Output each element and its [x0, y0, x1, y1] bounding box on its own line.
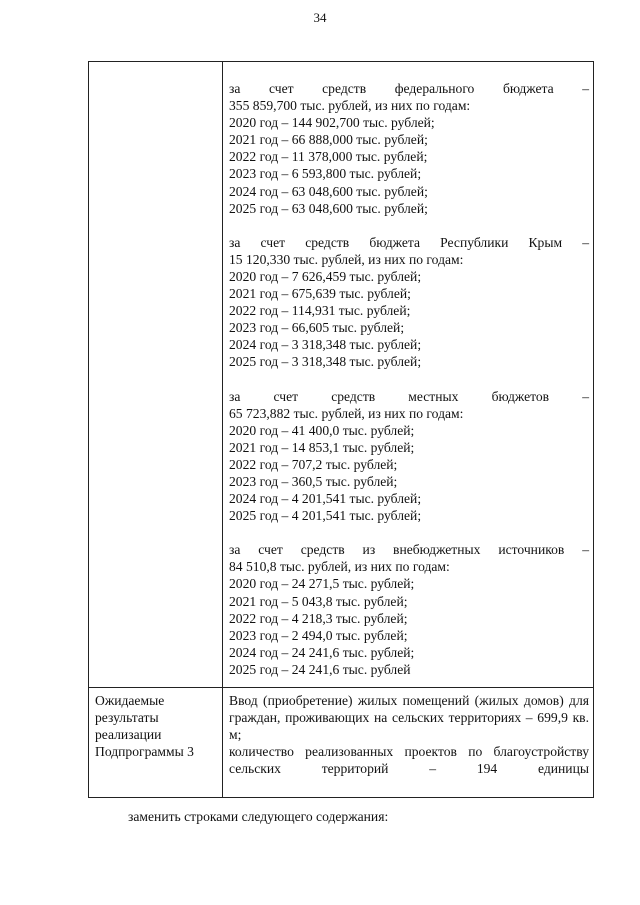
crimea-year-2022: 2022 год – 114,931 тыс. рублей; — [229, 303, 411, 319]
crimea-year-2023: 2023 год – 66,605 тыс. рублей; — [229, 320, 405, 336]
federal-year-2025: 2025 год – 63 048,600 тыс. рублей; — [229, 200, 428, 216]
extrabudgetary-year-2025: 2025 год – 24 241,6 тыс. рублей — [229, 661, 411, 677]
housing-result-text: Ввод (приобретение) жилых помещений (жилых домов) для граждан, проживающих на сельских территориях – 699,9 кв. м; — [229, 693, 589, 743]
crimea-year-2021: 2021 год – 675,639 тыс. рублей; — [229, 286, 411, 302]
replace-instruction: заменить строками следующего содержания: — [128, 809, 389, 824]
funding-label-cell — [89, 62, 223, 688]
extrabudgetary-year-2022: 2022 год – 4 218,3 тыс. рублей; — [229, 610, 408, 626]
extrabudgetary-year-2020: 2020 год – 24 271,5 тыс. рублей; — [229, 576, 415, 592]
federal-year-2024: 2024 год – 63 048,600 тыс. рублей; — [229, 183, 428, 199]
federal-year-2023: 2023 год – 6 593,800 тыс. рублей; — [229, 166, 422, 182]
results-row — [89, 688, 594, 798]
federal-year-2021: 2021 год – 66 888,000 тыс. рублей; — [229, 132, 428, 148]
passport-table — [88, 61, 594, 798]
results-text-cell — [223, 688, 594, 798]
extrabudgetary-year-2024: 2024 год – 24 241,6 тыс. рублей; — [229, 644, 415, 660]
results-label-line-4: Подпрограммы 3 — [95, 744, 194, 760]
crimea-year-2025: 2025 год – 3 318,348 тыс. рублей; — [229, 354, 422, 370]
crimea-year-2020: 2020 год – 7 626,459 тыс. рублей; — [229, 268, 422, 284]
federal-total: 355 859,700 тыс. рублей, из них по годам: — [229, 98, 471, 114]
page-number: 34 — [313, 10, 327, 25]
local-year-2021: 2021 год – 14 853,1 тыс. рублей; — [229, 439, 415, 455]
crimea-year-2024: 2024 год – 3 318,348 тыс. рублей; — [229, 337, 422, 353]
results-label-cell — [89, 688, 223, 798]
extrabudgetary-year-2021: 2021 год – 5 043,8 тыс. рублей; — [229, 593, 408, 609]
local-intro: за счет средств местных бюджетов – — [229, 388, 589, 404]
crimea-total: 15 120,330 тыс. рублей, из них по годам: — [229, 251, 464, 267]
federal-budget-block — [229, 80, 589, 217]
results-label-line-3: реализации — [95, 727, 162, 743]
local-year-2025: 2025 год – 4 201,541 тыс. рублей; — [229, 508, 422, 524]
improvement-result-text: количество реализованных проектов по благоустройству сельских территорий – 194 единицы — [229, 744, 589, 777]
local-budget-block — [229, 388, 589, 525]
results-label-line-1: Ожидаемые — [95, 693, 165, 708]
funding-row — [89, 62, 594, 688]
extrabudgetary-intro: за счет средств из внебюджетных источников – — [229, 542, 589, 558]
results-label-line-2: результаты — [95, 710, 159, 726]
crimea-intro: за счет средств бюджета Республики Крым – — [229, 234, 589, 250]
local-year-2022: 2022 год – 707,2 тыс. рублей; — [229, 456, 398, 472]
local-year-2024: 2024 год – 4 201,541 тыс. рублей; — [229, 491, 422, 507]
crimea-budget-block — [229, 234, 589, 371]
federal-intro: за счет средств федерального бюджета – — [229, 81, 589, 96]
local-total: 65 723,882 тыс. рублей, из них по годам: — [229, 405, 464, 421]
funding-cell — [223, 62, 594, 688]
federal-year-2020: 2020 год – 144 902,700 тыс. рублей; — [229, 115, 435, 131]
federal-year-2022: 2022 год – 11 378,000 тыс. рублей; — [229, 149, 428, 165]
local-year-2020: 2020 год – 41 400,0 тыс. рублей; — [229, 422, 415, 438]
extrabudgetary-block — [229, 541, 589, 678]
local-year-2023: 2023 год – 360,5 тыс. рублей; — [229, 473, 398, 489]
extrabudgetary-total: 84 510,8 тыс. рублей, из них по годам: — [229, 559, 450, 575]
extrabudgetary-year-2023: 2023 год – 2 494,0 тыс. рублей; — [229, 627, 408, 643]
